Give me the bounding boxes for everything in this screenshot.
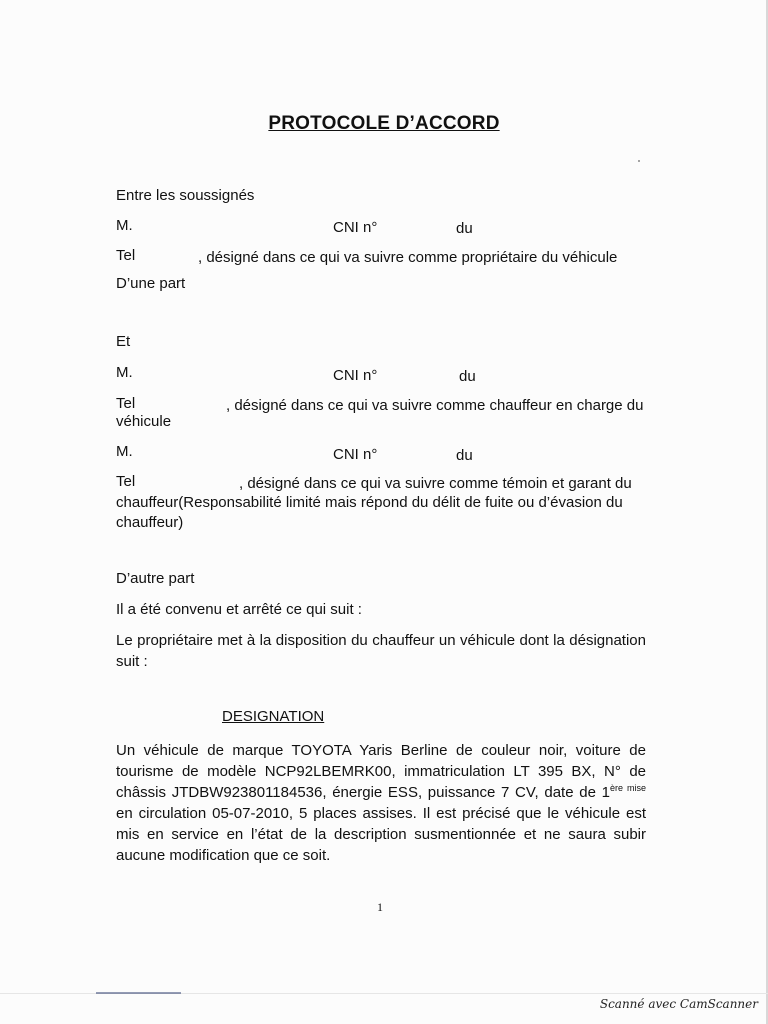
party1-tel: Tel	[116, 247, 136, 264]
scan-mark	[96, 992, 181, 994]
party1-du: du	[456, 220, 473, 237]
designation-superscript: ère mise	[609, 783, 646, 793]
party1-desc: , désigné dans ce qui va suivre comme propriétaire du véhicule	[198, 249, 618, 266]
designation-paragraph	[116, 740, 646, 866]
mise-disposition-paragraph: Le propriétaire met à la disposition du chauffeur un véhicule dont la désignation suit :	[116, 632, 646, 670]
party2-cni: CNI n°	[333, 367, 378, 384]
designation-text-1: Un véhicule de marque TOYOTA Yaris Berline de couleur noir, voiture de tourisme de modèle NCP92LBEMRK00, immatriculation LT 395 BX, N° de châssis JTDBW923801184536, énergie ESS, puissance 7 CV, date de 1	[116, 742, 646, 801]
intro-text: Entre les soussignés	[116, 187, 255, 204]
party3-desc3: chauffeur)	[116, 514, 184, 531]
et-text: Et	[116, 333, 131, 350]
party1-cni: CNI n°	[333, 219, 378, 236]
party3-m: M.	[116, 443, 133, 460]
party2-desc2: véhicule	[116, 413, 172, 430]
party1-m: M.	[116, 217, 133, 234]
designation-heading: DESIGNATION	[222, 708, 325, 725]
party3-desc: , désigné dans ce qui va suivre comme témoin et garant du	[239, 475, 632, 492]
party2-desc: , désigné dans ce qui va suivre comme chauffeur en charge du	[226, 397, 644, 414]
designation-text-2: en circulation 05-07-2010, 5 places assises. Il est précisé que le véhicule est mis en service en l’état de la description susmentionnée et ne saura subir aucune modification que ce soit.	[116, 805, 646, 864]
party3-tel: Tel	[116, 473, 136, 490]
party1-part: D’une part	[116, 275, 186, 292]
autre-part-text: D’autre part	[116, 570, 195, 587]
party3-desc2: chauffeur(Responsabilité limité mais répond du délit de fuite ou d’évasion du	[116, 494, 623, 511]
page-number: 1	[377, 900, 383, 914]
party3-cni: CNI n°	[333, 446, 378, 463]
convenu-text: Il a été convenu et arrêté ce qui suit :	[116, 601, 362, 618]
camscanner-watermark: Scanné avec CamScanner	[599, 997, 758, 1011]
scan-speck	[638, 160, 640, 162]
party2-m: M.	[116, 364, 133, 381]
party2-tel: Tel	[116, 395, 136, 412]
document-title: PROTOCOLE D’ACCORD	[268, 113, 500, 134]
party2-du: du	[459, 368, 476, 385]
party3-du: du	[456, 447, 473, 464]
